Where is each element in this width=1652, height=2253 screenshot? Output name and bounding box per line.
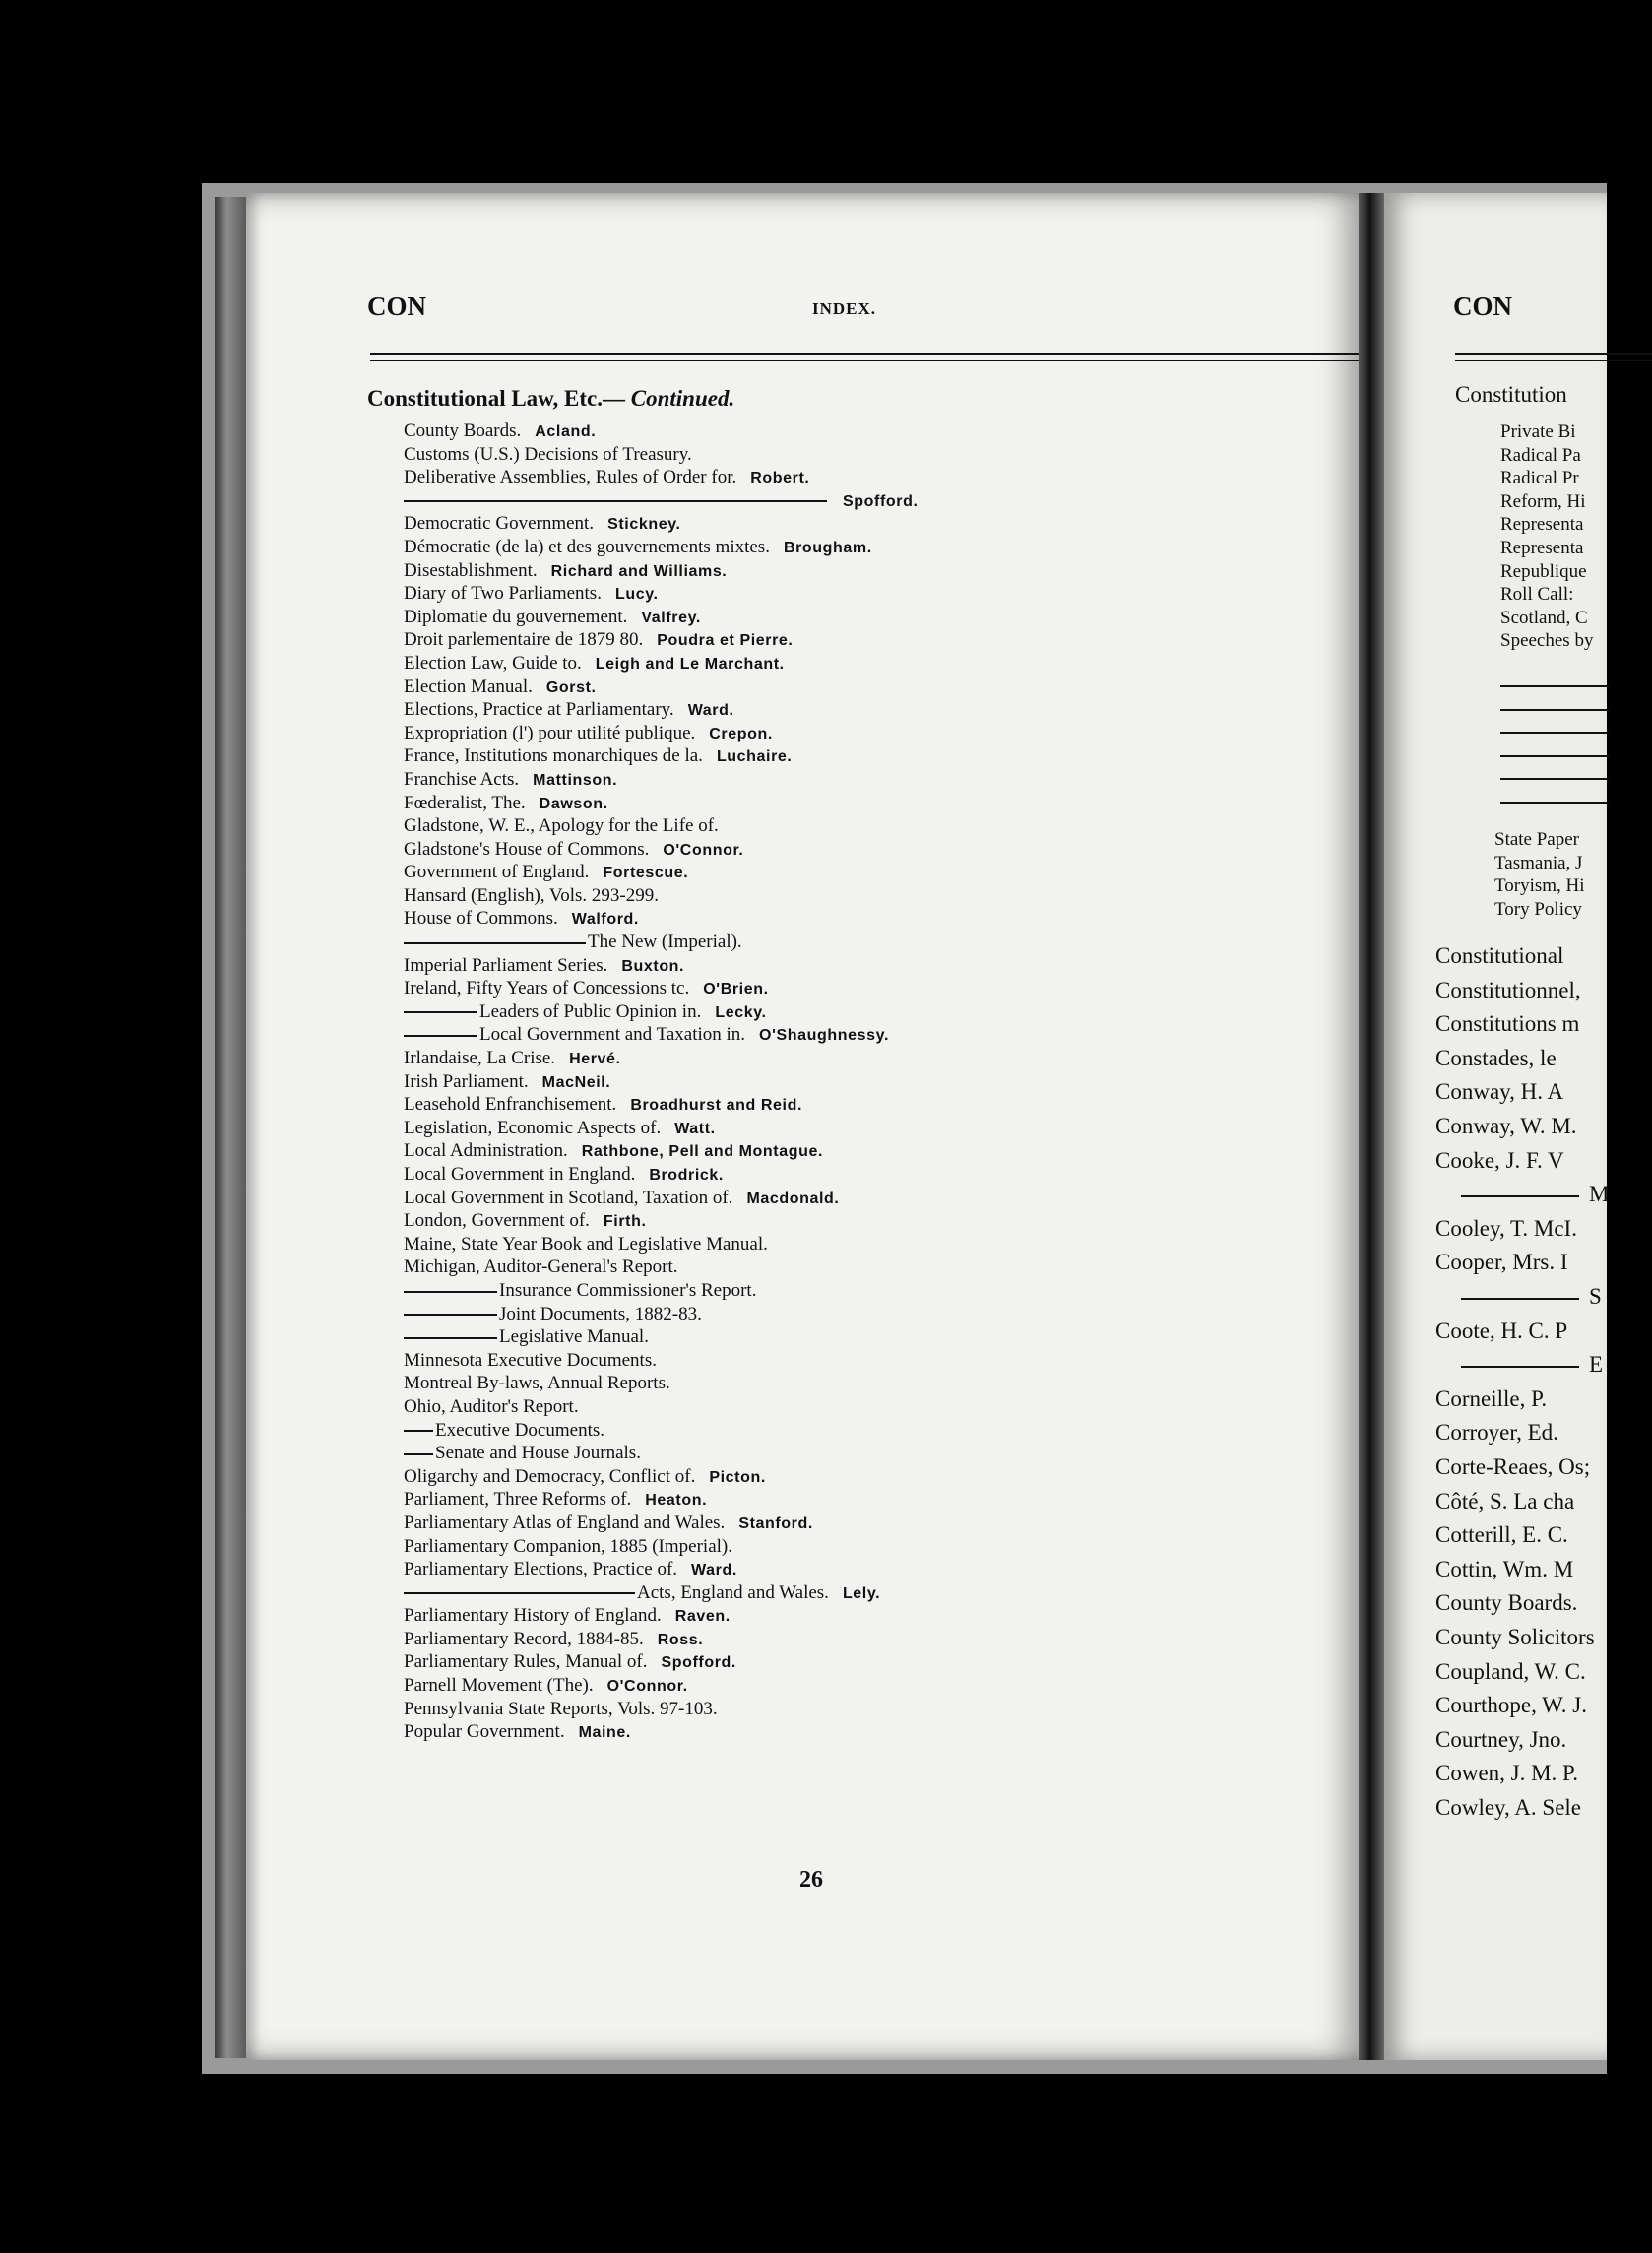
right-page-line: Corroyer, Ed. xyxy=(1435,1420,1558,1446)
ditto-dash xyxy=(404,1314,497,1316)
right-page-line: Toryism, Hi xyxy=(1494,875,1585,897)
entry-title: Parliamentary Rules, Manual of. xyxy=(404,1651,648,1673)
right-page-line: Côté, S. La cha xyxy=(1435,1488,1575,1513)
index-entry xyxy=(404,606,1349,629)
index-entry xyxy=(404,1187,1349,1210)
right-page xyxy=(1384,193,1610,2060)
entry-author: Firth. xyxy=(603,1213,647,1231)
page-number: 26 xyxy=(799,1867,823,1893)
index-entry xyxy=(404,931,1349,954)
entry-author: Brougham. xyxy=(783,539,872,556)
index-entry xyxy=(404,1325,1349,1349)
ditto-dash xyxy=(404,1035,477,1037)
entry-title: Pennsylvania State Reports, Vols. 97-103. xyxy=(404,1698,718,1719)
entry-author: Spofford. xyxy=(661,1654,736,1672)
entry-title: Election Law, Guide to. xyxy=(404,652,582,674)
entry-title: Parliament, Three Reforms of. xyxy=(404,1489,632,1511)
right-page-line: Private Bi xyxy=(1500,421,1576,442)
index-entry xyxy=(404,582,1349,606)
entry-title: County Boards. xyxy=(404,420,522,441)
entry-title: Diplomatie du gouvernement. xyxy=(404,606,628,627)
entry-author: Lely. xyxy=(842,1584,881,1602)
entry-author: Watt. xyxy=(674,1120,716,1137)
index-entry xyxy=(404,861,1349,884)
right-page-line: Scotland, C xyxy=(1500,607,1588,628)
entry-author: Lecky. xyxy=(715,1003,767,1021)
entry-author: Rathbone, Pell and Montague. xyxy=(581,1143,824,1161)
entry-title: Expropriation (l') pour utilité publique. xyxy=(404,722,696,743)
index-entry xyxy=(404,1279,1349,1303)
entry-author: Valfrey. xyxy=(641,609,701,626)
index-entry xyxy=(404,814,1349,838)
right-page-line: Constitution xyxy=(1455,382,1567,407)
ditto-dash xyxy=(1500,802,1609,804)
entry-title: Popular Government. xyxy=(404,1721,565,1743)
entry-author: Acland. xyxy=(535,423,597,440)
entry-author: Maine. xyxy=(578,1724,631,1742)
right-page-line: Roll Call: xyxy=(1500,584,1574,606)
ditto-dash xyxy=(1500,732,1609,734)
entry-title: Parliamentary History of England. xyxy=(404,1605,662,1627)
entry-title: Legislative Manual. xyxy=(499,1326,649,1348)
entry-author: Ross. xyxy=(657,1631,704,1648)
index-entry xyxy=(404,1720,1349,1744)
entry-title: Parliamentary Elections, Practice of. xyxy=(404,1559,678,1580)
ditto-dash xyxy=(404,1011,477,1013)
header-rule-thick xyxy=(370,353,1359,355)
index-entry xyxy=(404,1349,1349,1373)
ditto-dash xyxy=(1461,1366,1579,1368)
index-entry xyxy=(404,1233,1349,1256)
right-page-line: Cottin, Wm. M xyxy=(1435,1556,1574,1581)
entry-title: Oligarchy and Democracy, Conflict of. xyxy=(404,1465,696,1487)
entry-title: Elections, Practice at Parliamentary. xyxy=(404,699,674,721)
index-entry xyxy=(404,1372,1349,1395)
right-page-line: Cowley, A. Sele xyxy=(1435,1795,1581,1820)
entry-title: The New (Imperial). xyxy=(588,932,742,953)
entry-author: Luchaire. xyxy=(716,748,793,766)
ditto-dash xyxy=(1500,709,1609,711)
entry-author: Heaton. xyxy=(645,1492,708,1510)
ditto-dash xyxy=(404,1430,433,1432)
right-page-line: Radical Pa xyxy=(1500,444,1581,466)
entry-title: France, Institutions monarchiques de la. xyxy=(404,745,703,767)
right-page-line: Constades, le xyxy=(1435,1045,1557,1070)
right-page-line: Corneille, P. xyxy=(1435,1385,1548,1411)
entry-title: Customs (U.S.) Decisions of Treasury. xyxy=(404,443,692,465)
section-heading-title: Constitutional Law, Etc.— xyxy=(367,386,625,411)
index-entry xyxy=(404,652,1349,676)
entry-author: Ward. xyxy=(687,702,734,720)
entry-title: Disestablishment. xyxy=(404,559,538,581)
index-entry xyxy=(404,1117,1349,1140)
index-entries xyxy=(367,382,1349,1744)
index-entry xyxy=(404,676,1349,699)
index-entry xyxy=(404,838,1349,862)
entry-title: Local Government in England. xyxy=(404,1164,636,1185)
entry-author: Gorst. xyxy=(545,678,597,696)
entry-author: Picton. xyxy=(709,1468,766,1486)
right-page-line: Constitutional xyxy=(1435,943,1564,968)
index-entry xyxy=(404,1465,1349,1489)
right-page-line: Representa xyxy=(1500,514,1584,536)
right-page-line: M xyxy=(1589,1182,1610,1207)
index-entry xyxy=(404,1535,1349,1559)
ditto-dash xyxy=(404,1453,433,1455)
header-rule-thin xyxy=(370,360,1359,361)
ditto-dash xyxy=(404,942,586,944)
index-entry xyxy=(404,1303,1349,1326)
entry-title: Deliberative Assemblies, Rules of Order for. xyxy=(404,467,737,488)
entry-author: Stickney. xyxy=(607,516,681,534)
index-entry xyxy=(404,466,1349,489)
index-entry xyxy=(404,559,1349,583)
entry-author: Lucy. xyxy=(614,586,659,604)
entry-author: Broadhurst and Reid. xyxy=(630,1097,802,1115)
entry-author: Crepon. xyxy=(709,725,773,742)
page-edges xyxy=(215,197,246,2058)
index-entry xyxy=(404,768,1349,792)
entry-author: Brodrick. xyxy=(649,1167,724,1184)
index-entry xyxy=(404,1209,1349,1233)
index-entry xyxy=(404,884,1349,908)
index-entry xyxy=(404,1674,1349,1698)
entry-title: Parnell Movement (The). xyxy=(404,1675,594,1697)
entry-title: Franchise Acts. xyxy=(404,768,520,790)
entry-author: Hervé. xyxy=(569,1051,621,1068)
index-entry xyxy=(404,1650,1349,1674)
index-entry xyxy=(404,1488,1349,1512)
entry-title: Acts, England and Wales. xyxy=(637,1581,829,1603)
entry-title: Legislation, Economic Aspects of. xyxy=(404,1117,662,1138)
entry-author: Ward. xyxy=(691,1562,737,1579)
right-page-line: Cooper, Mrs. I xyxy=(1435,1250,1568,1275)
index-entry xyxy=(404,722,1349,745)
index-entry xyxy=(404,1558,1349,1581)
index-entry xyxy=(404,1442,1349,1465)
index-entry xyxy=(404,1604,1349,1628)
right-page-line: Cotterill, E. C. xyxy=(1435,1522,1568,1548)
right-page-line: Constitutions m xyxy=(1435,1011,1580,1037)
entry-title: Michigan, Auditor-General's Report. xyxy=(404,1256,678,1278)
entry-title: Leaders of Public Opinion in. xyxy=(479,1000,702,1022)
right-page-line: Representa xyxy=(1500,538,1584,558)
right-page-line: Radical Pr xyxy=(1500,468,1579,489)
right-page-line: State Paper xyxy=(1494,829,1580,850)
index-entry xyxy=(404,977,1349,1000)
entry-author: Mattinson. xyxy=(533,771,618,789)
index-entry xyxy=(404,698,1349,722)
right-page-line: Tory Policy xyxy=(1494,898,1582,920)
index-entry xyxy=(404,1581,1349,1605)
entry-title: Local Administration. xyxy=(404,1140,568,1162)
entry-title: Local Government and Taxation in. xyxy=(479,1024,746,1046)
entry-title: Ireland, Fifty Years of Concessions tc. xyxy=(404,978,690,999)
entry-author: O'Connor. xyxy=(663,841,744,859)
entry-title: Leasehold Enfranchisement. xyxy=(404,1094,617,1116)
right-page-line: Cooke, J. F. V xyxy=(1435,1147,1564,1173)
index-entry xyxy=(404,489,1349,513)
right-page-line: Cowen, J. M. P. xyxy=(1435,1761,1579,1786)
index-entry xyxy=(404,1047,1349,1070)
entry-title: Montreal By-laws, Annual Reports. xyxy=(404,1373,670,1394)
right-page-line: E xyxy=(1589,1352,1604,1378)
right-page-line: Conway, H. A xyxy=(1435,1079,1564,1105)
index-entry xyxy=(404,1395,1349,1419)
index-entry xyxy=(404,1070,1349,1094)
entry-title: Joint Documents, 1882-83. xyxy=(499,1303,702,1324)
entry-author: O'Connor. xyxy=(606,1678,688,1696)
index-entry xyxy=(404,443,1349,467)
right-page-line: County Solicitors xyxy=(1435,1625,1595,1649)
entry-title: Democratic Government. xyxy=(404,513,595,535)
ditto-dash xyxy=(1461,1195,1579,1197)
right-page-line: Conway, W. M. xyxy=(1435,1114,1577,1138)
section-heading xyxy=(367,382,1349,416)
right-page-line: Cooley, T. McI. xyxy=(1435,1215,1577,1241)
entry-title: House of Commons. xyxy=(404,908,558,930)
entry-title: Senate and House Journals. xyxy=(435,1443,641,1464)
right-page-line: Speeches by xyxy=(1500,630,1594,652)
entry-title: Insurance Commissioner's Report. xyxy=(499,1279,757,1301)
running-head-center: INDEX. xyxy=(812,299,877,318)
entry-title: Government of England. xyxy=(404,862,590,883)
entry-author: Walford. xyxy=(571,911,639,929)
ditto-dash xyxy=(1500,755,1609,757)
index-entry xyxy=(404,1163,1349,1187)
entry-author: Spofford. xyxy=(843,492,919,510)
entry-author: O'Shaughnessy. xyxy=(759,1027,889,1045)
entry-title: Executive Documents. xyxy=(435,1419,605,1441)
entry-list xyxy=(404,419,1349,1744)
entry-title: Parliamentary Atlas of England and Wales. xyxy=(404,1512,726,1533)
ditto-dash xyxy=(404,1592,635,1594)
index-entry xyxy=(404,1698,1349,1721)
index-entry xyxy=(404,419,1349,443)
right-page-line: Courthope, W. J. xyxy=(1435,1693,1587,1718)
entry-author: Raven. xyxy=(674,1608,731,1626)
entry-title: Gladstone, W. E., Apology for the Life of. xyxy=(404,815,719,837)
entry-author: Buxton. xyxy=(621,957,685,975)
entry-author: Robert. xyxy=(750,470,810,487)
book-gutter xyxy=(1359,193,1384,2060)
entry-title: Parliamentary Companion, 1885 (Imperial). xyxy=(404,1535,732,1557)
index-entry xyxy=(404,792,1349,815)
index-entry xyxy=(404,1139,1349,1163)
entry-author: Richard and Williams. xyxy=(550,562,728,580)
entry-title: Droit parlementaire de 1879 80. xyxy=(404,629,644,651)
entry-title: Irish Parliament. xyxy=(404,1070,529,1092)
ditto-dash xyxy=(1461,1298,1579,1300)
entry-author: Leigh and Le Marchant. xyxy=(595,655,785,673)
right-page-line: Coupland, W. C. xyxy=(1435,1658,1586,1684)
entry-title: Local Government in Scotland, Taxation of. xyxy=(404,1187,733,1208)
entry-title: Démocratie (de la) et des gouvernements mixtes. xyxy=(404,536,770,557)
entry-title: Hansard (English), Vols. 293-299. xyxy=(404,884,659,906)
ditto-dash xyxy=(1500,778,1609,780)
entry-author: Dawson. xyxy=(539,795,608,812)
section-heading-continued: Continued. xyxy=(630,386,735,411)
index-entry xyxy=(404,1093,1349,1117)
right-page-line: Reform, Hi xyxy=(1500,490,1586,512)
running-head-left: CON xyxy=(367,291,426,321)
entry-title: Ohio, Auditor's Report. xyxy=(404,1395,579,1417)
index-entry xyxy=(404,1512,1349,1535)
entry-author: MacNeil. xyxy=(541,1073,611,1091)
index-entry xyxy=(404,744,1349,768)
entry-title: London, Government of. xyxy=(404,1210,590,1232)
right-page-line: Constitutionnel, xyxy=(1435,977,1581,1002)
right-page-line: S xyxy=(1589,1284,1602,1309)
right-page-line: County Boards. xyxy=(1435,1590,1578,1616)
entry-title: Election Manual. xyxy=(404,676,533,697)
index-entry xyxy=(404,1000,1349,1024)
right-page-line: Courtney, Jno. xyxy=(1435,1726,1567,1752)
index-entry xyxy=(404,954,1349,978)
index-entry xyxy=(404,1628,1349,1651)
entry-title: Irlandaise, La Crise. xyxy=(404,1048,556,1069)
index-entry xyxy=(404,512,1349,536)
entry-author: Fortescue. xyxy=(603,865,689,882)
entry-author: Poudra et Pierre. xyxy=(657,632,794,650)
index-entry xyxy=(404,536,1349,559)
entry-title: Maine, State Year Book and Legislative Manual. xyxy=(404,1233,768,1255)
right-page-line: Republique xyxy=(1500,560,1587,582)
index-entry xyxy=(404,1023,1349,1047)
index-entry xyxy=(404,628,1349,652)
right-page-line: Corte-Reaes, Os; xyxy=(1435,1454,1591,1479)
index-entry xyxy=(404,907,1349,931)
entry-title: Diary of Two Parliaments. xyxy=(404,583,602,605)
entry-title: Minnesota Executive Documents. xyxy=(404,1349,657,1371)
entry-author: Stanford. xyxy=(738,1514,813,1532)
ditto-dash xyxy=(404,1291,497,1293)
entry-title: Gladstone's House of Commons. xyxy=(404,838,650,860)
entry-title: Fœderalist, The. xyxy=(404,792,526,813)
running-head-right: CON xyxy=(1453,291,1512,321)
entry-author: O'Brien. xyxy=(703,981,769,998)
ditto-dash xyxy=(404,1337,497,1339)
right-page-content xyxy=(1384,193,1610,2060)
right-page-line: Coote, H. C. P xyxy=(1435,1318,1568,1343)
ditto-dash xyxy=(404,500,827,502)
right-page-line: Tasmania, J xyxy=(1494,852,1583,873)
index-entry xyxy=(404,1255,1349,1279)
entry-author: Macdonald. xyxy=(746,1190,840,1207)
index-entry xyxy=(404,1419,1349,1443)
entry-title: Parliamentary Record, 1884-85. xyxy=(404,1628,644,1649)
ditto-dash xyxy=(1500,685,1609,687)
entry-title: Imperial Parliament Series. xyxy=(404,954,608,976)
